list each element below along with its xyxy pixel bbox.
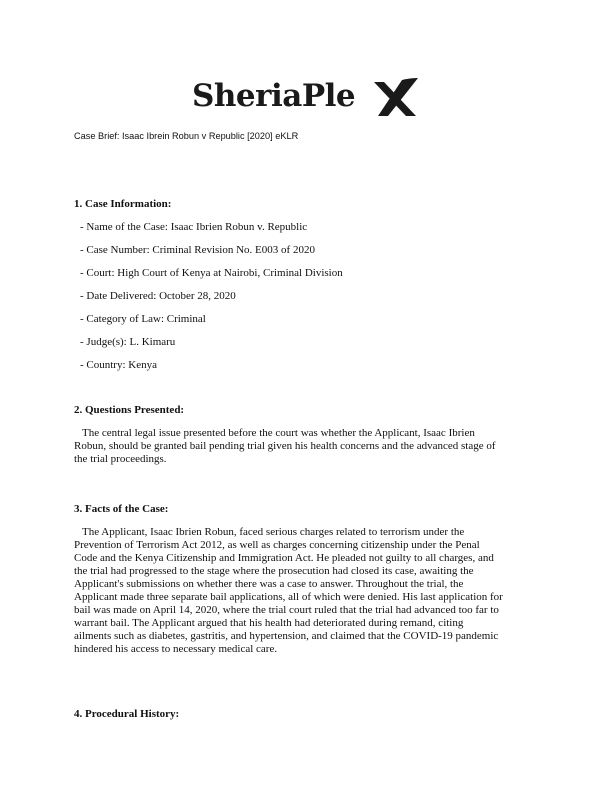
section-heading-procedural-history: 4. Procedural History: xyxy=(74,708,180,720)
facts-paragraph xyxy=(74,526,544,656)
paragraph-line: the trial proceedings. xyxy=(74,453,167,465)
case-brief-line xyxy=(74,131,298,141)
questions-presented-paragraph xyxy=(74,427,544,466)
info-item-judges: - Judge(s): L. Kimaru xyxy=(80,336,176,348)
info-item-case-name: - Name of the Case: Isaac Ibrien Robun v. Republic xyxy=(80,221,308,233)
paragraph-line: Code and the Kenya Citizenship and Immigration Act. He pleaded not guilty to all charges, and xyxy=(74,552,494,564)
info-item-case-number: - Case Number: Criminal Revision No. E003 of 2020 xyxy=(80,244,315,256)
section-heading-facts: 3. Facts of the Case: xyxy=(74,503,169,515)
case-brief-label: Case Brief: xyxy=(74,131,122,141)
section-heading-case-information: 1. Case Information: xyxy=(74,198,172,210)
case-brief-title: Isaac Ibrein Robun v Republic [2020] eKLR xyxy=(122,131,299,141)
section-heading-questions-presented: 2. Questions Presented: xyxy=(74,404,185,416)
logo-text: SheriaPle xyxy=(192,78,356,114)
paragraph-line: Applicant's submissions on whether there was a case to answer. Throughout the trial, the xyxy=(74,578,464,590)
paragraph-line: bail was made on April 14, 2020, where the trial court ruled that the trial had advanced too far to xyxy=(74,604,499,616)
paragraph-line: hindered his access to necessary medical care. xyxy=(74,643,278,655)
x-mark-icon xyxy=(372,76,420,120)
sheriaplex-logo xyxy=(192,76,422,120)
paragraph-line: Applicant made three separate bail applications, all of which were denied. His last application for xyxy=(74,591,503,603)
paragraph-line: Robun, should be granted bail pending trial given his health concerns and the advanced stage of xyxy=(74,440,496,452)
info-item-date-delivered: - Date Delivered: October 28, 2020 xyxy=(80,290,236,302)
paragraph-line: ailments such as diabetes, gastritis, and hypertension, and claimed that the COVID-19 pandemic xyxy=(74,630,499,642)
info-item-court: - Court: High Court of Kenya at Nairobi, Criminal Division xyxy=(80,267,343,279)
paragraph-line: The central legal issue presented before the court was whether the Applicant, Isaac Ibrien xyxy=(74,427,475,439)
paragraph-line: warrant bail. The Applicant argued that his health had deteriorated during remand, citing xyxy=(74,617,464,629)
paragraph-line: Prevention of Terrorism Act 2012, as well as charges concerning citizenship under the Penal xyxy=(74,539,480,551)
info-item-category: - Category of Law: Criminal xyxy=(80,313,206,325)
paragraph-line: The Applicant, Isaac Ibrien Robun, faced serious charges related to terrorism under the xyxy=(74,526,465,538)
paragraph-line: the trial had progressed to the stage where the prosecution had closed its case, awaiting the xyxy=(74,565,474,577)
info-item-country: - Country: Kenya xyxy=(80,359,157,371)
